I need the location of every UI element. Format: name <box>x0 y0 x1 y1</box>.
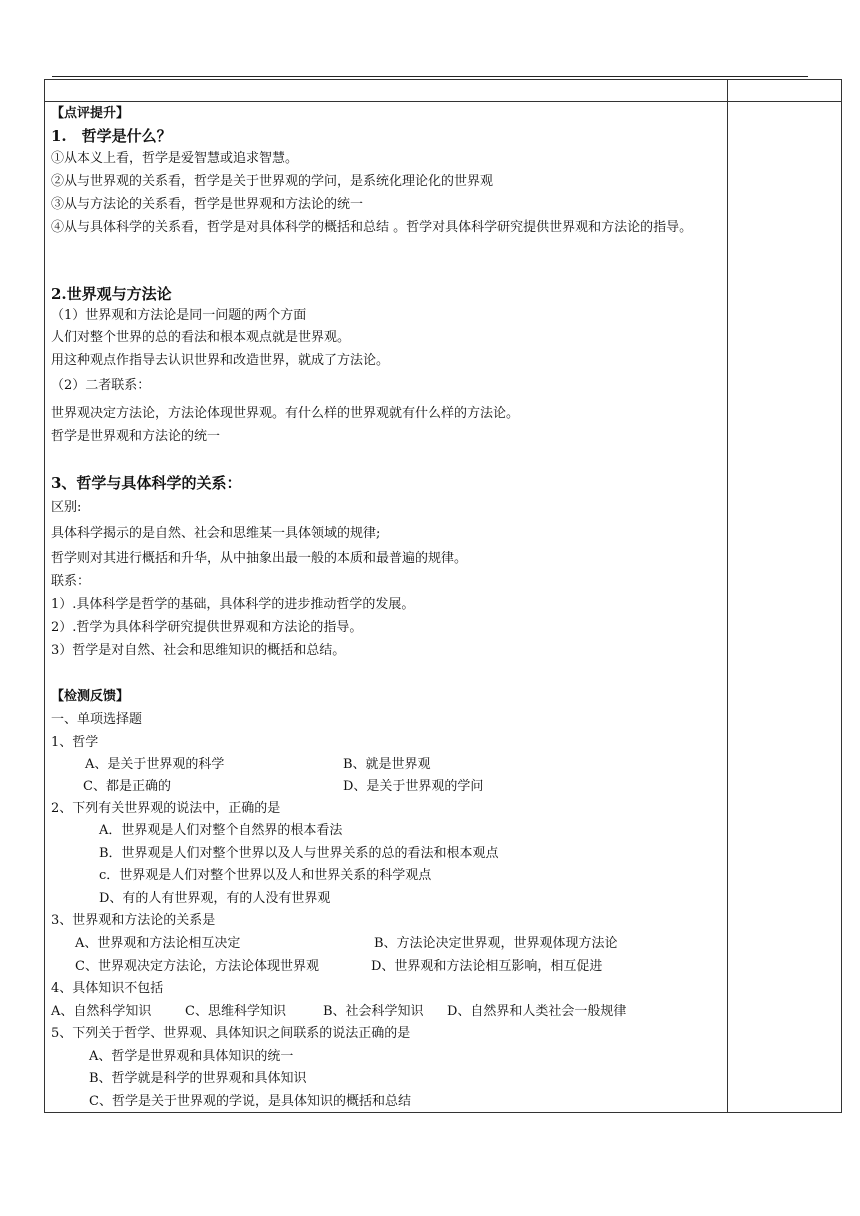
q3-option-a: A、世界观和方法论相互决定 <box>75 936 241 951</box>
header-cell-side <box>728 80 842 102</box>
q2-option-d: D、有的人有世界观，有的人没有世界观 <box>99 891 331 906</box>
s2-line: 用这种观点作指导去认识世界和改造世界，就成了方法论。 <box>51 353 390 368</box>
q3-option-d: D、世界观和方法论相互影响，相互促进 <box>371 959 603 974</box>
q4-stem: 4、具体知识不包括 <box>51 981 164 996</box>
s1-item: ②从与世界观的关系看，哲学是关于世界观的学问，是系统化理论化的世界观 <box>51 174 494 189</box>
s2-line: 世界观决定方法论，方法论体现世界观。有什么样的世界观就有什么样的方法论。 <box>51 406 520 421</box>
q3-option-b: B、方法论决定世界观，世界观体现方法论 <box>374 936 618 951</box>
worksheet-table <box>44 79 842 1113</box>
s3-line: 区别: <box>51 500 82 515</box>
q2-option-a: A．世界观是人们对整个自然界的根本看法 <box>99 823 343 838</box>
q1-option-c: C、都是正确的 <box>83 779 171 794</box>
side-notes-cell <box>728 102 842 1113</box>
s3-line: 2）.哲学为具体科学研究提供世界观和方法论的指导。 <box>51 620 363 635</box>
q2-option-b: B．世界观是人们对整个世界以及人与世界关系的总的看法和根本观点 <box>99 846 499 861</box>
q1-option-b: B、就是世界观 <box>343 757 431 772</box>
s2-line: （2）二者联系： <box>51 378 151 393</box>
q4-option: B、社会科学知识 <box>323 1004 424 1019</box>
s3-line: 哲学则对其进行概括和升华，从中抽象出最一般的本质和最普遍的规律。 <box>51 551 468 566</box>
header-cell-main <box>45 80 728 102</box>
section-2-heading: 2.世界观与方法论 <box>51 285 172 303</box>
s2-line: （1）世界观和方法论是同一问题的两个方面 <box>51 308 307 323</box>
q3-stem: 3、世界观和方法论的关系是 <box>51 913 216 928</box>
review-title: 【点评提升】 <box>51 106 130 121</box>
section-1-heading: 1. 哲学是什么？ <box>51 127 172 145</box>
q5-stem: 5、下列关于哲学、世界观、具体知识之间联系的说法正确的是 <box>51 1026 411 1041</box>
content-cell <box>45 102 728 1113</box>
q4-option: C、思维科学知识 <box>185 1004 286 1019</box>
s1-item: ④从与具体科学的关系看，哲学是对具体科学的概括和总结 。哲学对具体科学研究提供世界观和方法论的指导。 <box>51 220 693 235</box>
q2-option-c: c．世界观是人们对整个世界以及人和世界关系的科学观点 <box>99 868 432 883</box>
header-rule <box>52 76 808 77</box>
s1-item: ①从本义上看，哲学是爱智慧或追求智慧。 <box>51 151 299 166</box>
q4-option: D、自然界和人类社会一般规律 <box>447 1004 627 1019</box>
q5-option-c: C、哲学是关于世界观的学说，是具体知识的概括和总结 <box>89 1094 411 1109</box>
s1-item: ③从与方法论的关系看，哲学是世界观和方法论的统一 <box>51 197 364 212</box>
s2-line: 哲学是世界观和方法论的统一 <box>51 429 221 444</box>
q5-option-b: B、哲学就是科学的世界观和具体知识 <box>89 1071 307 1086</box>
q3-option-c: C、世界观决定方法论，方法论体现世界观 <box>75 959 319 974</box>
s3-line: 3）哲学是对自然、社会和思维知识的概括和总结。 <box>51 643 346 658</box>
section-3-heading: 3、哲学与具体科学的关系： <box>51 474 242 492</box>
s3-line: 1）.具体科学是哲学的基础，具体科学的进步推动哲学的发展。 <box>51 597 415 612</box>
s2-line: 人们对整个世界的总的看法和根本观点就是世界观。 <box>51 330 351 345</box>
q4-option: A、自然科学知识 <box>51 1004 152 1019</box>
q1-stem: 1、哲学 <box>51 735 99 750</box>
s3-line: 具体科学揭示的是自然、社会和思维某一具体领域的规律; <box>51 526 381 541</box>
feedback-title: 【检测反馈】 <box>51 689 130 704</box>
question-type: 一、单项选择题 <box>51 712 143 727</box>
q5-option-a: A、哲学是世界观和具体知识的统一 <box>89 1049 294 1064</box>
q2-stem: 2、下列有关世界观的说法中，正确的是 <box>51 801 281 816</box>
s3-line: 联系： <box>51 574 91 589</box>
q1-option-a: A、是关于世界观的科学 <box>85 757 225 772</box>
q1-option-d: D、是关于世界观的学问 <box>343 779 484 794</box>
